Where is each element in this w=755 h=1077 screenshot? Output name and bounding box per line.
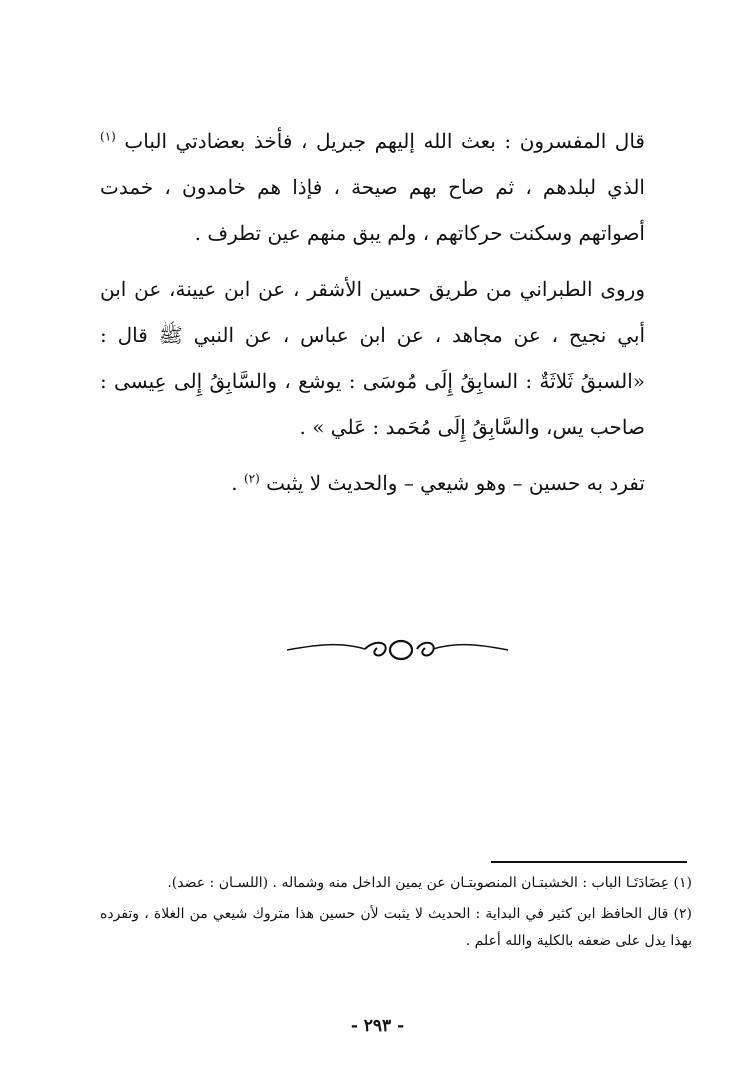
footnote-ref-2[interactable]: (٢) — [243, 471, 260, 486]
footnote-2: (٢) قال الحافظ ابن كثير في البداية : الحديث لا يثبت لأن حسين هذا متروك شيعي من الغلاة ، وتفرده بهذا يدل على ضعفه بالكلية والله أعلم . — [100, 906, 692, 949]
footnote-separator — [491, 861, 687, 863]
paragraph-3-text: تفرد به حسين – وهو شيعي – والحديث لا يثبت — [266, 471, 645, 495]
paragraph-1-text: قال المفسرون : بعث الله إليهم جبريل ، فأخذ بعضادتي الباب — [124, 129, 645, 153]
main-text — [100, 118, 645, 506]
paragraph-2-text: وروى الطبراني من طريق حسين الأشقر ، عن ابن عيينة، عن ابن أبي نجيح ، عن مجاهد ، عن ابن عباس ، عن النبي ﷺ قال : «السبقُ ثَلاثَةٌ : السابِقُ إِلَى مُوسَى : يوشع ، والسَّابِقُ إِلى عِيسى : صاحب يس، والسَّابِقُ إِلَى مُحَمد : عَلي » . — [100, 277, 645, 439]
section-divider-ornament — [285, 630, 510, 666]
paragraph-3 — [100, 460, 645, 506]
footnote-ref-1[interactable]: (١) — [100, 129, 116, 144]
page-number: - ٢٩٣ - — [350, 1016, 405, 1036]
paragraph-2 — [100, 266, 645, 450]
footnotes — [100, 870, 692, 955]
paragraph-3-end: . — [231, 471, 238, 495]
footnote-1: (١) عِضَادَتَـا الباب : الخشبتـان المنصوبتـان عن يمين الداخل منه وشماله . (اللسـان : عضد). — [167, 875, 692, 891]
paragraph-1-continuation: الذي لبلدهم ، ثم صاح بهم صيحة ، فإذا هم خامدون ، خمدت أصواتهم وسكنت حركاتهم ، ولم يبق منهم عين تطرف . — [100, 175, 645, 245]
paragraph-1 — [100, 118, 645, 256]
